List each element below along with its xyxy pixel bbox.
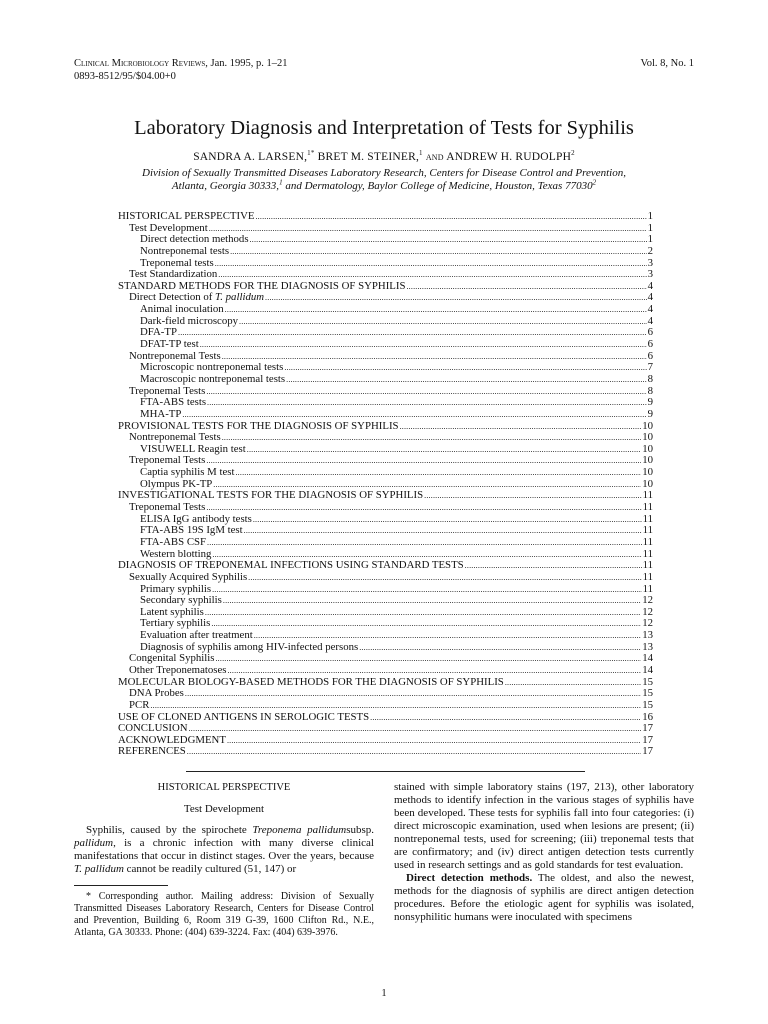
toc-entry-label: DFAT-TP test: [140, 338, 199, 351]
toc-leader-dots: [206, 386, 646, 398]
toc-leader-dots: [505, 677, 641, 689]
toc-leader-dots: [223, 595, 641, 607]
toc-entry: [118, 397, 653, 409]
toc-entry-label: Western blotting: [140, 547, 212, 560]
toc-entry-label: Captia syphilis M test: [140, 466, 235, 479]
toc-leader-dots: [227, 735, 641, 747]
toc-entry: [118, 467, 653, 479]
toc-leader-dots: [406, 281, 646, 293]
toc-entry-page: 15: [642, 675, 653, 688]
toc-entry-page: 10: [642, 419, 653, 432]
toc-entry-label: PCR: [129, 698, 150, 711]
toc-entry: [118, 572, 653, 584]
author-1-affil: 1: [307, 149, 311, 158]
toc-entry: [118, 688, 653, 700]
toc-entry-page: 6: [647, 338, 653, 351]
citation: , Jan. 1995, p. 1–21: [205, 58, 288, 69]
toc-entry-label: Olympus PK-TP: [140, 477, 213, 490]
toc-entry-page: 10: [642, 442, 653, 455]
toc-entry-page: 8: [647, 384, 653, 397]
toc-entry: [118, 211, 653, 223]
run-in-heading: Direct detection methods.: [406, 872, 533, 884]
toc-entry-label: Macroscopic nontreponemal tests: [140, 372, 286, 385]
toc-leader-dots: [465, 560, 642, 572]
toc-entry-page: 1: [647, 210, 653, 222]
toc-entry-page: 13: [642, 640, 653, 653]
toc-entry-page: 17: [642, 722, 653, 735]
toc-entry-page: 4: [647, 279, 653, 292]
toc-entry-page: 11: [642, 570, 653, 583]
body-paragraph: stained with simple laboratory stains (197, 213), other laboratory methods to identify infection in the various stages of syphilis have been developed. These tests for syphilis fall into four categories: (i) direct microscopic examination, used when lesions are present; (ii) nontreponemal tests, used for screening; (iii) treponemal tests that are confirmatory; and (iv) direct antigen detection tests currently used in research settings and as gold standards for test evaluation.: [394, 781, 694, 871]
toc-entry-page: 11: [642, 547, 653, 560]
toc-entry-page: 6: [647, 326, 653, 339]
toc-entry: [118, 502, 653, 514]
toc-leader-dots: [222, 432, 642, 444]
toc-entry-page: 14: [642, 663, 653, 676]
toc-entry-label: Other Treponematoses: [129, 663, 227, 676]
toc-entry-page: 11: [642, 524, 653, 537]
table-of-contents: [118, 211, 653, 758]
toc-entry-label: USE OF CLONED ANTIGENS IN SEROLOGIC TESTS: [118, 710, 370, 723]
toc-entry-page: 10: [642, 431, 653, 444]
toc-entry-page: 13: [642, 629, 653, 642]
toc-entry-label: Nontreponemal Tests: [129, 349, 221, 362]
right-column: [394, 781, 694, 924]
toc-leader-dots: [254, 630, 641, 642]
running-header-left: [74, 58, 288, 83]
toc-leader-dots: [250, 234, 647, 246]
toc-entry-page: 4: [647, 314, 653, 327]
toc-leader-dots: [253, 514, 642, 526]
toc-entry-page: 2: [647, 244, 653, 257]
toc-entry-label: CONCLUSION: [118, 722, 188, 735]
toc-entry-label: Test Standardization: [129, 268, 218, 281]
author-2: BRET M. STEINER,: [314, 151, 420, 163]
toc-leader-dots: [225, 304, 647, 316]
toc-entry-label: FTA-ABS tests: [140, 396, 207, 409]
separator-rule: [186, 771, 585, 772]
toc-leader-dots: [207, 537, 642, 549]
body-paragraph-2: [394, 872, 694, 924]
article-title: Laboratory Diagnosis and Interpretation of Tests for Syphilis: [134, 117, 634, 139]
toc-leader-dots: [359, 642, 641, 654]
text-run: subsp.: [346, 824, 374, 836]
toc-entry: [118, 339, 653, 351]
toc-leader-dots: [207, 397, 647, 409]
toc-entry-page: 11: [642, 582, 653, 595]
corresponding-mark: *: [310, 149, 315, 158]
toc-entry-label: ELISA IgG antibody tests: [140, 512, 252, 525]
affiliation-line-2b: and Dermatology, Baylor College of Medicine, Houston, Texas 77030: [282, 180, 593, 192]
toc-entry-page: 3: [647, 256, 653, 269]
text-run: cannot be readily cultured (51, 147) or: [123, 863, 297, 875]
toc-entry-page: 17: [642, 745, 653, 758]
toc-entry-page: 9: [647, 407, 653, 420]
toc-entry: [118, 700, 653, 712]
toc-entry: [118, 246, 653, 258]
left-column: [74, 781, 374, 939]
toc-leader-dots: [215, 258, 647, 270]
affiliation-line-1: Division of Sexually Transmitted Diseases Laboratory Research, Centers for Disease Control and Prevention,: [142, 167, 626, 179]
toc-entry: [118, 735, 653, 747]
toc-leader-dots: [189, 723, 642, 735]
toc-leader-dots: [424, 490, 641, 502]
toc-entry-label: Secondary syphilis: [140, 594, 222, 607]
footnote: * Corresponding author. Mailing address: Division of Sexually Transmitted Diseases Laboratory Research, Centers for Disease Control and Prevention, Building 6, Room 319 G-39, 1600 Clifton Rd., N.E., Atlanta, GA 30333. Phone: (404) 639-3224. Fax: (404) 639-3976.: [74, 891, 374, 938]
toc-leader-dots: [265, 292, 647, 304]
toc-entry-page: 16: [642, 710, 653, 723]
toc-entry-page: 7: [647, 361, 653, 374]
text-run: The oldest, and also the newest, methods for the diagnosis of syphilis are direct antigen detection procedures. Before the etiologic agent for syphilis was isolated, nonsyphilitic humans were inoculated with specimens: [394, 872, 694, 923]
toc-entry-label: REFERENCES: [118, 745, 186, 758]
toc-entry-label: DNA Probes: [129, 687, 184, 700]
toc-leader-dots: [286, 374, 646, 386]
toc-entry-page: 12: [642, 605, 653, 618]
toc-entry-label: Microscopic nontreponemal tests: [140, 361, 284, 374]
toc-entry-label: MOLECULAR BIOLOGY-BASED METHODS FOR THE DIAGNOSIS OF SYPHILIS: [118, 675, 504, 688]
toc-leader-dots: [178, 327, 647, 339]
toc-entry-page: 17: [642, 733, 653, 746]
species-name: Treponema pallidum: [252, 824, 347, 836]
toc-entry-page: 12: [642, 617, 653, 630]
toc-leader-dots: [150, 700, 641, 712]
footnote-rule: [74, 885, 168, 886]
toc-entry-page: 11: [642, 535, 653, 548]
affiliation-marker-2: 2: [592, 178, 597, 187]
toc-entry-page: 11: [642, 559, 653, 572]
toc-entry-page: 15: [642, 698, 653, 711]
intro-paragraph: [74, 824, 374, 876]
toc-entry-label: HISTORICAL PERSPECTIVE: [118, 210, 255, 222]
toc-leader-dots: [212, 584, 642, 596]
text-run: Syphilis, caused by the spirochete: [86, 824, 253, 836]
toc-entry-label: Congenital Syphilis: [129, 652, 215, 665]
toc-entry-page: 1: [647, 233, 653, 246]
toc-leader-dots: [235, 467, 641, 479]
page-number: 1: [381, 988, 387, 999]
toc-entry-page: 3: [647, 268, 653, 281]
toc-entry: [118, 630, 653, 642]
toc-entry-page: 9: [647, 396, 653, 409]
toc-entry-page: 10: [642, 454, 653, 467]
toc-entry-page: 11: [642, 512, 653, 525]
journal-name: Clinical Microbiology Reviews: [74, 58, 206, 69]
toc-entry-label: Evaluation after treatment: [140, 629, 253, 642]
toc-entry-label: VISUWELL Reagin test: [140, 442, 246, 455]
toc-leader-dots: [187, 746, 641, 758]
toc-entry-label: Animal inoculation: [140, 303, 224, 316]
toc-entry-page: 6: [647, 349, 653, 362]
organism-name: T. pallidum: [215, 291, 265, 304]
toc-entry-label: Sexually Acquired Syphilis: [129, 570, 248, 583]
toc-entry-label: Dark-field microscopy: [140, 314, 239, 327]
toc-entry-label: Treponemal tests: [140, 256, 214, 269]
text-run: , is a chronic infection with many diverse clinical manifestations that occur in distinct stages. Over the years, because: [74, 837, 374, 862]
toc-leader-dots: [400, 421, 642, 433]
toc-leader-dots: [182, 409, 646, 421]
author-1: SANDRA A. LARSEN,: [193, 151, 308, 163]
toc-entry-label: Treponemal Tests: [129, 384, 206, 397]
toc-leader-dots: [230, 246, 647, 258]
subspecies-name: pallidum: [74, 837, 114, 849]
toc-entry-label: MHA-TP: [140, 407, 182, 420]
toc-entry-page: 4: [647, 303, 653, 316]
toc-entry-page: 14: [642, 652, 653, 665]
issn: 0893-8512/95/$04.00+0: [74, 70, 176, 82]
toc-leader-dots: [209, 223, 647, 235]
toc-entry-label: DFA-TP: [140, 326, 177, 339]
toc-leader-dots: [206, 455, 641, 467]
author-3: ANDREW H. RUDOLPH: [443, 151, 572, 163]
toc-leader-dots: [185, 688, 641, 700]
toc-entry-label: Treponemal Tests: [129, 454, 206, 467]
toc-entry-label: Primary syphilis: [140, 582, 212, 595]
organism-name: T. pallidum: [74, 863, 124, 875]
toc-entry: [118, 665, 653, 677]
toc-leader-dots: [284, 362, 646, 374]
section-heading: HISTORICAL PERSPECTIVE: [157, 782, 291, 793]
toc-entry-page: 15: [642, 687, 653, 700]
toc-leader-dots: [206, 502, 641, 514]
toc-leader-dots: [222, 351, 647, 363]
affiliation-marker-1: 1: [279, 178, 283, 187]
toc-entry-page: 11: [642, 501, 653, 514]
toc-leader-dots: [248, 572, 641, 584]
volume-info: Vol. 8, No. 1: [640, 58, 694, 69]
toc-leader-dots: [205, 607, 641, 619]
toc-entry: [118, 537, 653, 549]
toc-entry: [118, 316, 653, 328]
toc-entry-label: DIAGNOSIS OF TREPONEMAL INFECTIONS USING STANDARD TESTS: [118, 559, 464, 572]
toc-entry-label: Latent syphilis: [140, 605, 204, 618]
toc-entry-label: Test Development: [129, 221, 208, 234]
toc-entry-label: FTA-ABS 19S IgM test: [140, 524, 243, 537]
toc-leader-dots: [200, 339, 647, 351]
toc-entry-label: PROVISIONAL TESTS FOR THE DIAGNOSIS OF SYPHILIS: [118, 419, 399, 432]
toc-entry-label: STANDARD METHODS FOR THE DIAGNOSIS OF SYPHILIS: [118, 279, 406, 292]
toc-entry-label: FTA-ABS CSF: [140, 535, 207, 548]
affiliations: [110, 167, 658, 193]
toc-entry-label: Treponemal Tests: [129, 501, 206, 514]
toc-entry-page: 1: [647, 221, 653, 234]
toc-entry-page: 12: [642, 594, 653, 607]
toc-entry-page: 8: [647, 372, 653, 385]
toc-entry: [118, 712, 653, 724]
toc-leader-dots: [239, 316, 647, 328]
toc-entry-page: 11: [642, 489, 653, 502]
toc-entry-label: Tertiary syphilis: [140, 617, 211, 630]
toc-leader-dots: [244, 525, 642, 537]
toc-entry-label: Direct Detection of T. pallidum: [129, 291, 265, 304]
toc-leader-dots: [215, 653, 641, 665]
toc-entry: [118, 374, 653, 386]
affiliation-line-2a: Atlanta, Georgia 30333,: [171, 180, 280, 192]
toc-entry: [118, 409, 653, 421]
toc-leader-dots: [247, 444, 641, 456]
toc-entry: [118, 746, 653, 758]
toc-entry-label: Direct detection methods: [140, 233, 249, 246]
toc-entry-label: INVESTIGATIONAL TESTS FOR THE DIAGNOSIS OF SYPHILIS: [118, 489, 424, 502]
toc-entry-label: Nontreponemal tests: [140, 244, 230, 257]
toc-leader-dots: [227, 665, 641, 677]
author-list: [0, 150, 768, 164]
toc-leader-dots: [370, 712, 641, 724]
toc-entry-label: Diagnosis of syphilis among HIV-infected persons: [140, 640, 359, 653]
author-2-affil: 1: [419, 149, 423, 158]
author-3-affil: 2: [571, 149, 575, 158]
toc-entry-page: 4: [647, 291, 653, 304]
toc-entry-page: 10: [642, 477, 653, 490]
toc-entry-page: 10: [642, 466, 653, 479]
toc-leader-dots: [211, 618, 641, 630]
toc-entry: [118, 677, 653, 689]
toc-entry-label: ACKNOWLEDGMENT: [118, 733, 226, 746]
and-word: and: [425, 151, 444, 163]
subsection-heading: Test Development: [183, 803, 265, 815]
toc-entry-label: Nontreponemal Tests: [129, 431, 221, 444]
toc-leader-dots: [255, 211, 646, 223]
